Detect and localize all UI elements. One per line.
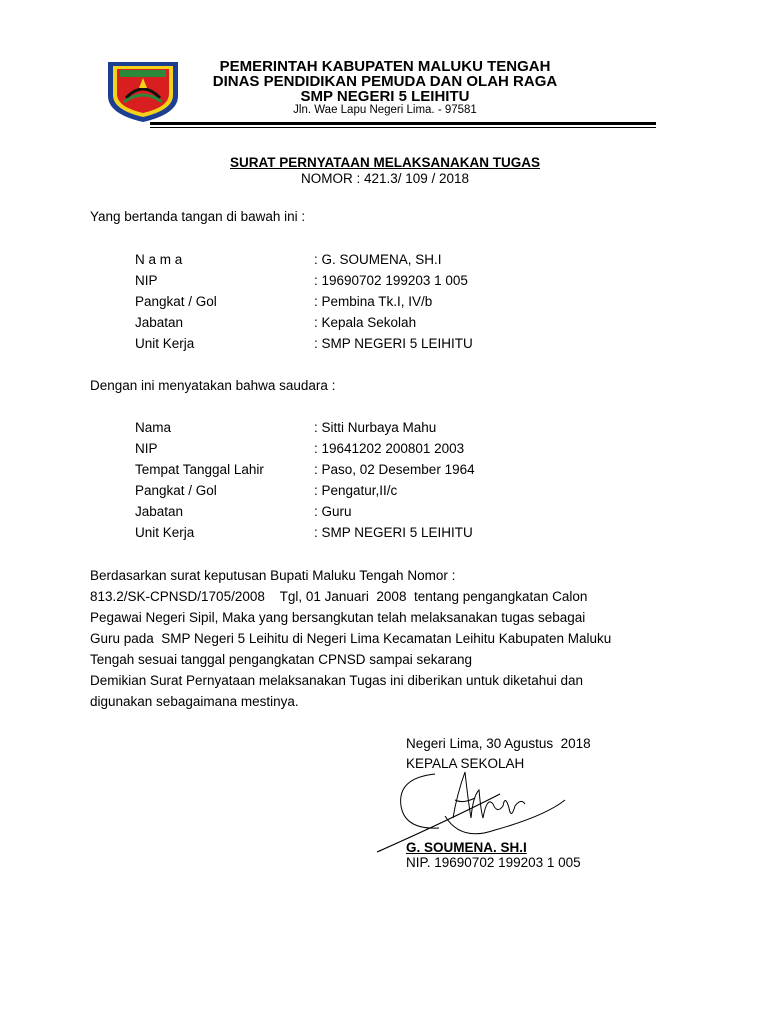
signature-name: G. SOUMENA. SH.I xyxy=(406,840,527,855)
signature-place-date: Negeri Lima, 30 Agustus 2018 xyxy=(406,736,591,751)
letterhead-department: DINAS PENDIDIKAN PEMUDA DAN OLAH RAGA xyxy=(212,73,558,90)
signer-name-value: : G. SOUMENA, SH.I xyxy=(314,252,442,267)
subject-name-label: Nama xyxy=(135,420,172,435)
signer-nip-value: : 19690702 199203 1 005 xyxy=(314,273,468,288)
letterhead-school: SMP NEGERI 5 LEIHITU xyxy=(300,88,470,105)
signer-nip-label: NIP xyxy=(135,273,158,288)
intro-text: Yang bertanda tangan di bawah ini : xyxy=(90,209,306,224)
subject-unit-label: Unit Kerja xyxy=(135,525,195,540)
subject-nip-label: NIP xyxy=(135,441,158,456)
signer-rank-value: : Pembina Tk.I, IV/b xyxy=(314,294,433,309)
closing-line-2: digunakan sebagaimana mestinya. xyxy=(90,694,299,709)
letterhead-rule-thick xyxy=(150,122,656,125)
signer-position-value: : Kepala Sekolah xyxy=(314,315,417,330)
statement-intro: Dengan ini menyatakan bahwa saudara : xyxy=(90,378,336,393)
body-line-2: 813.2/SK-CPNSD/1705/2008 Tgl, 01 Januari 2008 tentang pengangkatan Calon xyxy=(90,589,588,604)
signer-unit-label: Unit Kerja xyxy=(135,336,195,351)
letterhead-address: Jln. Wae Lapu Negeri Lima. - 97581 xyxy=(293,104,477,116)
body-line-5: Tengah sesuai tanggal pengangkatan CPNSD sampai sekarang xyxy=(90,652,473,667)
body-paragraph-closing xyxy=(90,670,678,712)
signature-nip: NIP. 19690702 199203 1 005 xyxy=(406,855,581,870)
subject-rank-label: Pangkat / Gol xyxy=(135,483,217,498)
subject-position-value: : Guru xyxy=(314,504,352,519)
subject-name-value: : Sitti Nurbaya Mahu xyxy=(314,420,437,435)
signer-rank-label: Pangkat / Gol xyxy=(135,294,217,309)
subject-position-label: Jabatan xyxy=(135,504,184,519)
body-line-3: Pegawai Negeri Sipil, Maka yang bersangkutan telah melaksanakan tugas sebagai xyxy=(90,610,586,625)
subject-unit-value: : SMP NEGERI 5 LEIHITU xyxy=(314,525,473,540)
subject-nip-value: : 19641202 200801 2003 xyxy=(314,441,465,456)
body-line-1: Berdasarkan surat keputusan Bupati Maluku Tengah Nomor : xyxy=(90,568,456,583)
subject-birth-label: Tempat Tanggal Lahir xyxy=(135,462,264,477)
signature-position: KEPALA SEKOLAH xyxy=(406,756,525,771)
subject-birth-value: : Paso, 02 Desember 1964 xyxy=(314,462,475,477)
subject-rank-value: : Pengatur,II/c xyxy=(314,483,398,498)
body-paragraph-decree xyxy=(90,565,678,670)
signer-name-label: N a m a xyxy=(135,252,183,267)
letter-title: SURAT PERNYATAAN MELAKSANAKAN TUGAS xyxy=(229,155,540,170)
letterhead-rule-thin xyxy=(150,127,656,128)
closing-line-1: Demikian Surat Pernyataan melaksanakan Tugas ini diberikan untuk diketahui dan xyxy=(90,673,584,688)
signer-position-label: Jabatan xyxy=(135,315,184,330)
letterhead-government: PEMERINTAH KABUPATEN MALUKU TENGAH xyxy=(219,58,551,75)
letter-number: NOMOR : 421.3/ 109 / 2018 xyxy=(300,171,470,186)
body-line-4: Guru pada SMP Negeri 5 Leihitu di Negeri Lima Kecamatan Leihitu Kabupaten Maluku xyxy=(90,631,612,646)
signer-unit-value: : SMP NEGERI 5 LEIHITU xyxy=(314,336,473,351)
